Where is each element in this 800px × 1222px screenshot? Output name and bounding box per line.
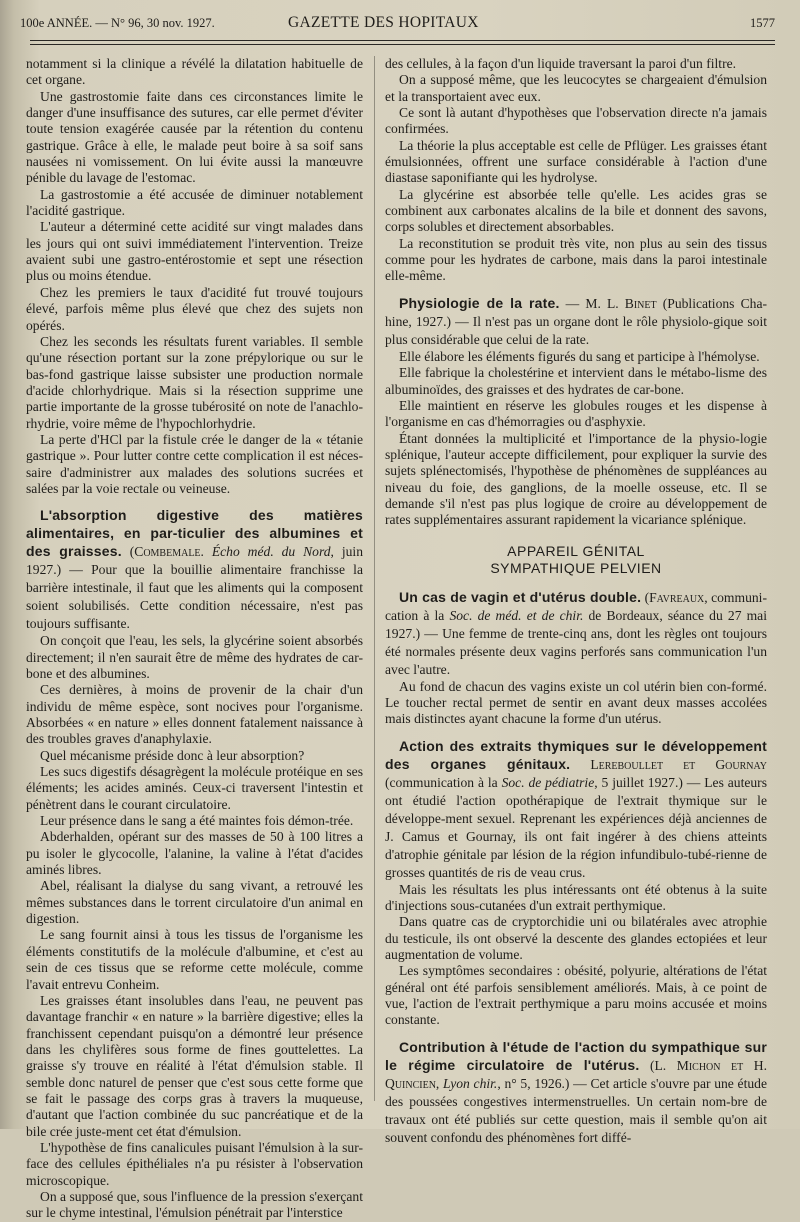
paragraph: Le sang fournit ainsi à tous les tissus de l'organisme les éléments constitutifs de la molécule d'albumine, et c'est au sein de ces tissus que se reforme cette molécule, comme l'avait entrevu Conheim. [26, 927, 363, 992]
article-lead-prefix: , communi-cation à la [385, 589, 767, 623]
paragraph: Mais les résultats les plus intéressants ont été obtenus à la suite d'injections sous-cutanées d'un extrait perthymique. [385, 881, 767, 913]
paragraph: On a supposé même, que les leucocytes se chargeaient d'émulsion et la transportaient avec eux. [385, 72, 767, 104]
paragraph: Les symptômes secondaires : obésité, polyurie, altérations de l'état général ont été parfois sensiblement améliorés. Mais, à ce point de vue, l'action de l'extrait perthymique a paru moins accusée et moins constante. [385, 963, 767, 1028]
paragraph: Abel, réalisant la dialyse du sang vivant, a retrouvé les mêmes substances dans le torrent circulatoire d'un animal en digestion. [26, 878, 363, 927]
paragraph: Elle maintient en réserve les globules rouges et les dispense à l'organisme en cas d'hémorragies ou d'asphyxie. [385, 397, 767, 430]
header-rule-top [30, 40, 775, 41]
article-author: Favreaux [649, 589, 705, 605]
article-heading: Physiologie de la rate. — M. L. Binet (Publications Cha-hine, 1927.) — Il n'est pas un organe dont le rôle physiolo-gique soit plus considérable que celui de la rate. [385, 294, 768, 347]
article-title: Un cas de vagin et d'utérus double. [399, 588, 642, 605]
article-lead: (Publications Cha-hine, 1927.) — Il n'est pas un organe dont le rôle physiolo-gique soit plus considérable que celui de la rate. [385, 295, 768, 347]
paragraph: Abderhalden, opérant sur des masses de 50 à 100 litres a pu isoler le glycocolle, l'alanine, la valine à l'état d'acides aminés libres. [26, 829, 363, 878]
article-author: Lereboullet et Gournay [590, 756, 767, 772]
article-lead: , juin 1927.) — Pour que la bouillie alimentaire franchisse la barrière intestinale, il faut que les aliments qui la composent soient solubilisés. Cette condition nécessaire, n'est pas toujours suffisante. [26, 544, 363, 632]
article-heading: Un cas de vagin et d'utérus double. (Favreaux, communi-cation à la Soc. de méd. et de chir. de Bordeaux, séance du 27 mai 1927.) — Une femme de trente-cinq ans, dont les règles ont toujours été normales présente deux vagins perforés sans communication l'un avec l'autre. [385, 588, 767, 677]
paragraph: Quel mécanisme préside donc à leur absorption? [40, 747, 305, 763]
article-author: L. Michon et H. Quincien [385, 1057, 767, 1091]
paragraph: Chez les premiers le taux d'acidité fut trouvé toujours élevé, parfois même plus élevé que chez des sujets non opérés. [26, 284, 363, 333]
article-reference: Écho méd. du Nord [211, 544, 331, 560]
article-title: Contribution à l'étude de l'action du sympathique sur le régime circulatoire de l'utérus. [385, 1038, 767, 1073]
paragraph: La perte d'HCl par la fistule crée le danger de la « tétanie gastrique ». Pour lutter contre cette complication il est néces-saire d'administrer aux malades des solutions sucrées et salées par la voie rectale ou veineuse. [26, 431, 363, 496]
paragraph: Leur présence dans le sang a été maintes fois démon-trée. [40, 813, 354, 829]
article-author: M. L. Binet [585, 295, 657, 311]
paragraph: Les graisses étant insolubles dans l'eau, ne peuvent pas davantage franchir « en nature » la barrière digestive; elles la franchissent cependant puisqu'on a démontré leur présence dans les chylifères sous forme de fines gouttelettes. La graisse s'y trouve en réalité à l'état d'émulsion stable. Il semble donc naturel de penser que c'est sous cette forme que se fait le passage des corps gras à travers la muqueuse, d'autant que l'action combinée du suc pancréatique et de la bile crée juste-ment cet état d'émulsion. [26, 992, 363, 1139]
right-column [385, 56, 767, 1147]
paragraph: Ce sont là autant d'hypothèses que l'observation directe n'a jamais confirmées. [385, 105, 767, 137]
article-title: Physiologie de la rate. [399, 294, 560, 311]
paragraph: L'hypothèse de fins canalicules puisant l'émulsion à la sur-face des cellules épithéliales n'a pu résister à l'observation microscopique. [26, 1139, 363, 1188]
paragraph: La gastrostomie a été accusée de diminuer notablement l'acidité gastrique. [26, 186, 363, 219]
article-lead: , 5 juillet 1927.) — Les auteurs ont étudié l'action opothérapique de l'extrait thymique sur le développe-ment sexuel. Reprenant les expériences déjà anciennes de J. Camus et Gournay, ils ont fait ingérer à des chiens atteints d'atrophie génitale par lésion de la région infundibulo-tubé-rienne de grosses quantités de ris de veau crus. [385, 774, 767, 880]
section-heading-line1: APPAREIL GÉNITAL [507, 542, 645, 559]
paragraph: La reconstitution se produit très vite, non plus au sein des tissus comme pour les hydrates de carbone, mais dans la paroi intestinale elle-même. [385, 235, 767, 284]
paragraph: Au fond de chacun des vagins existe un col utérin bien con-formé. Le toucher rectal permet de sentir en avant deux masses accolées mais distinctes ayant chacune la forme d'un utérus. [385, 678, 767, 727]
article-title: Action des extraits thymiques sur le développement des organes génitaux. [385, 737, 767, 772]
paragraph: Dans quatre cas de cryptorchidie uni ou bilatérales avec atrophie du testicule, ils ont observé la descente des glandes ectopiées et leur augmentation de volume. [385, 914, 767, 962]
article-reference: Soc. de méd. et de chir. [449, 607, 584, 623]
paragraph: Chez les seconds les résultats furent variables. Il semble qu'une résection portant sur la zone prépylorique ou sur le bas-fond gastrique laisse subsister une production normale d'acide chlorhydrique. Mais si la résection supprime une partie importante de la grosse tubérosité on note de l'anachlo-rhydrie, voire même de l'hypochlorhydrie. [26, 333, 363, 431]
paragraph: Les sucs digestifs désagrègent la molécule protéique en ses éléments; les acides aminés. Ceux-ci traversent l'intestin et pénètrent dans le courant circulatoire. [26, 764, 363, 812]
paragraph: On a supposé que, sous l'influence de la pression s'exerçant sur le chyme intestinal, l'émulsion pénétrait par l'interstice [26, 1188, 363, 1221]
page-number: 1577 [750, 16, 775, 30]
paragraph: Une gastrostomie faite dans ces circonstances limite le danger d'une insuffisance des sutures, car elle permet d'éviter toute tension exagérée causée par la rétention du contenu gastrique. Grâce à elle, le malade peut boire à sa soif sans nausées ni vomissement. On lui évite aussi la manœuvre pénible du lavage de l'estomac. [26, 88, 363, 186]
article-lead: , n° 5, 1926.) — Cet article s'ouvre par une étude des poussées congestives intermenstruelles. Un certain nom-bre de travaux ont été publiés sur cette question, mais il semble qu'on ait souvent confondu des phénomènes fort diffé- [385, 1075, 767, 1145]
article-heading: L'absorption digestive des matières alimentaires, en par-ticulier des albumines et des graisses. (Combemale. Écho méd. du Nord, juin 1927.) — Pour que la bouillie alimentaire franchisse la barrière intestinale, il faut que les aliments qui la composent soient solubilisés. Cette condition nécessaire, n'est pas toujours suffisante. [26, 507, 363, 632]
page-header [20, 14, 775, 36]
article-lead: de Bordeaux, séance du 27 mai 1927.) — Une femme de trente-cinq ans, dont les règles ont toujours été normales présente deux vagins perforés sans communication l'un avec l'autre. [385, 607, 767, 677]
column-divider [374, 56, 375, 1101]
paragraph: Elle élabore les éléments figurés du sang et participe à l'hémolyse. [399, 348, 760, 364]
header-rule-bottom [30, 44, 775, 45]
paragraph: La glycérine est absorbée telle qu'elle. Les acides gras se combinent aux carbonates alcalins de la bile et donnent des savons, corps solubles et directement absorbables. [385, 186, 767, 235]
section-heading-line2: SYMPATHIQUE PELVIEN [490, 559, 662, 576]
paragraph: Étant données la multiplicité et l'importance de la physio-logie splénique, l'auteur accepte difficilement, pour expliquer la survie des sujets splénectomisés, l'hypothèse de phénomènes de suppléances au niveau du foie, des ganglions, de la moelle osseuse, etc. Il se demande s'il n'est pas plus logique de croire au développement de rates supplémentaires assurant rapidement la vicariance splénique. [385, 430, 767, 528]
article-heading [385, 738, 767, 882]
paragraph: On conçoit que l'eau, les sels, la glycérine soient absorbés directement; il n'en saurait être de même des hydrates de car-bone et des albumines. [26, 633, 363, 681]
left-column [26, 56, 363, 1222]
paragraph: des cellules, à la façon d'un liquide traversant la paroi d'un filtre. [385, 56, 737, 71]
section-heading [385, 543, 767, 577]
article-title: L'absorption digestive des matières alimentaires, en par-ticulier des albumines et des graisses. [26, 507, 363, 560]
article-heading: Contribution à l'étude de l'action du sympathique sur le régime circulatoire de l'utérus. (L. Michon et H. Quincien, Lyon chir., n° 5, 1926.) — Cet article s'ouvre par une étude des poussées congestives intermenstruelles. Un certain nom-bre de travaux ont été publiés sur cette question, mais il semble qu'on ait souvent confondu des phénomènes fort diffé- [385, 1038, 767, 1145]
journal-title: GAZETTE DES HOPITAUX [288, 14, 479, 31]
paragraph: notamment si la clinique a révélé la dilatation habituelle de cet organe. [26, 56, 363, 88]
issue-info: 100e ANNÉE. — N° 96, 30 nov. 1927. [20, 16, 215, 30]
paragraph: La théorie la plus acceptable est celle de Pflüger. Les graisses étant émulsionnées, offrent une surface considérable à l'action d'une diastase saponifiante qui les hydrolyse. [385, 137, 767, 186]
paragraph: Elle fabrique la cholestérine et intervient dans le métabo-lisme des albuminoïdes, des graisses et des hydrates de car-bone. [385, 365, 767, 397]
article-reference: Lyon chir. [443, 1075, 498, 1091]
article-reference: Soc. de pédiatrie [501, 774, 595, 790]
article-lead-prefix: (communication à la [385, 774, 502, 790]
article-author: Combemale [134, 544, 201, 560]
paragraph: L'auteur a déterminé cette acidité sur vingt malades dans les jours qui ont suivi immédiatement l'intervention. Treize avaient subi une gastro-entérostomie et sept une résection plus ou moins étendue. [26, 219, 363, 284]
paragraph: Ces dernières, à moins de provenir de la chair d'un individu de même espèce, sont nocives pour l'organisme. Absorbées « en nature » elles donnent fatalement naissance à des troubles graves d'anaphylaxie. [26, 682, 363, 747]
